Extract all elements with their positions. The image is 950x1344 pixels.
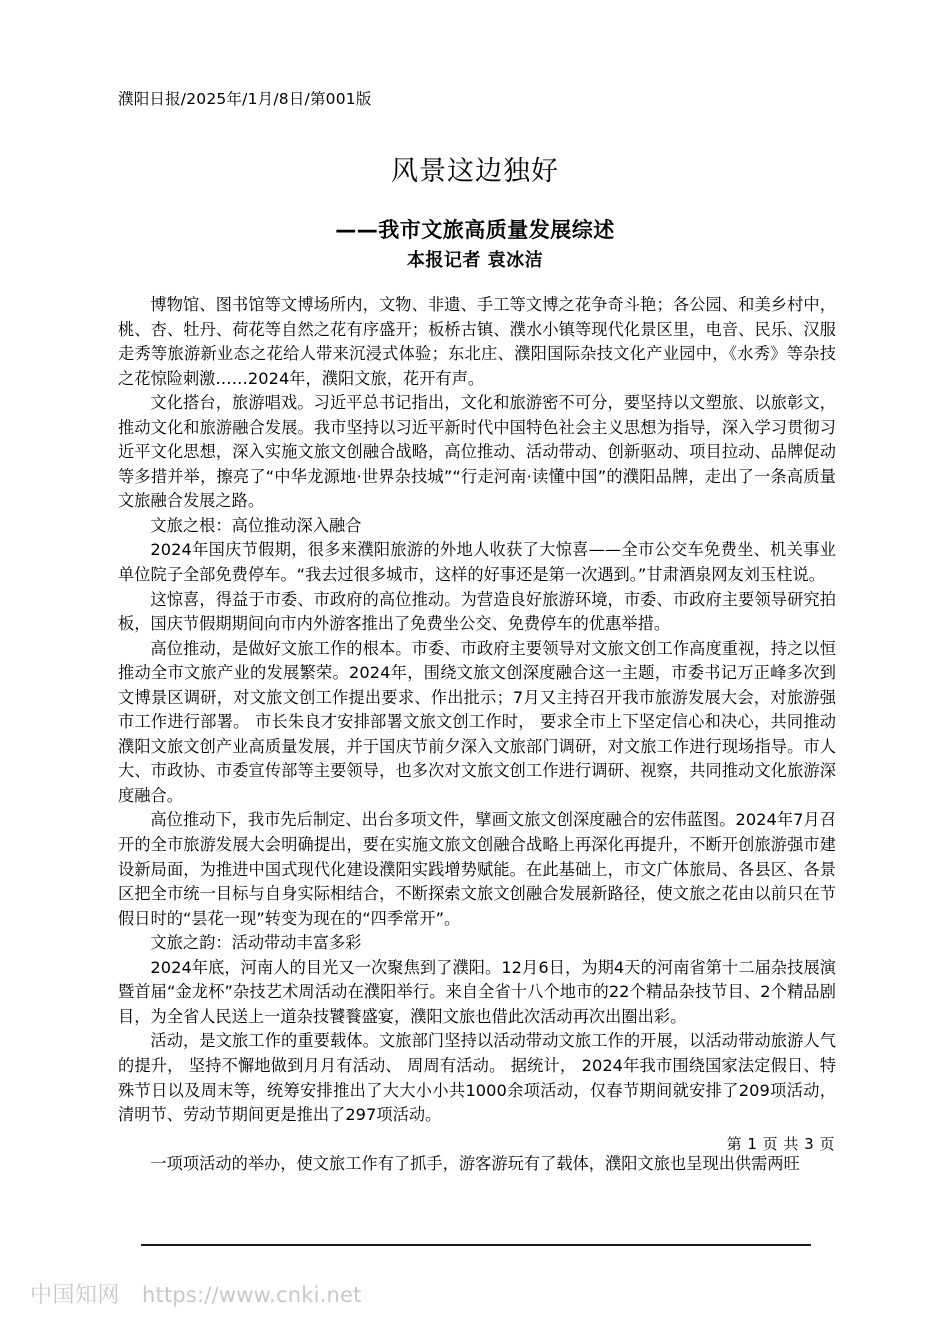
running-head: 濮阳日报/2025年/1月/8日/第001版: [118, 90, 372, 108]
article-body: [118, 293, 836, 1177]
cnki-logo-text: 中国知网: [30, 1283, 121, 1308]
article-byline: 本报记者 袁冰洁: [406, 250, 544, 271]
paragraph: 文化搭台，旅游唱戏。习近平总书记指出，文化和旅游密不可分，要坚持以文塑旅、以旅彰文，推动文化和旅游融合发展。我市坚持以习近平新时代中国特色社会主义思想为指导，深入学习贯彻习近平文化思想，深入实施文旅文创融合战略，高位推动、活动带动、创新驱动、项目拉动、品牌促动等多措并举，擦亮了“中华龙源地·世界杂技城”“行走河南·读懂中国”的濮阳品牌，走出了一条高质量文旅融合发展之路。: [118, 393, 836, 511]
paragraph: 博物馆、图书馆等文博场所内，文物、非遗、手工等文博之花争奇斗艳；各公园、和美乡村中，桃、杏、牡丹、荷花等自然之花有序盛开；板桥古镇、濮水小镇等现代化景区里，电音、民乐、汉服走秀等旅游新业态之花给人带来沉浸式体验；东北庄、濮阳国际杂技文化产业园中，《水秀》等杂技之花惊险刺激……2024年，濮阳文旅，花开有声。: [118, 295, 836, 388]
cnki-watermark: [30, 1281, 362, 1310]
paragraph: 2024年国庆节假期，很多来濮阳旅游的外地人收获了大惊喜——全市公交车免费坐、机关事业单位院子全部免费停车。“我去过很多城市，这样的好事还是第一次遇到。”甘肃酒泉网友刘玉柱说。: [118, 540, 836, 585]
paragraph: 2024年底，河南人的目光又一次聚焦到了濮阳。12月6日，为期4天的河南省第十二届杂技展演暨首届“金龙杯”杂技艺术周活动在濮阳举行。来自全省十八个地市的22个精品杂技节目、2个精品剧目，为全省人民送上一道杂技饕餮盛宴，濮阳文旅也借此次活动再次出圈出彩。: [118, 957, 836, 1026]
paragraph: 高位推动，是做好文旅工作的根本。市委、市政府主要领导对文旅文创工作高度重视，持之以恒推动全市文旅产业的发展繁荣。2024年，围绕文旅文创深度融合这一主题，市委书记万正峰多次到文博景区调研，对文旅文创工作提出要求、作出批示；7月又主持召开我市旅游发展大会，对旅游强市工作进行部署。 市长朱良才安排部署文旅文创工作时， 要求全市上下坚定信心和决心，共同推动濮阳文旅文创产业高质量发展，并于国庆节前夕深入文旅部门调研，对文旅工作进行现场指导。市人大、市政协、市委宣传部等主要领导，也多次对文旅文创工作进行调研、视察，共同推动文化旅游深度融合。: [118, 638, 836, 805]
cnki-url-text: https://www.cnki.net: [142, 1283, 362, 1307]
watermark-divider: [141, 1244, 811, 1246]
section-heading: 文旅之根：高位推动深入融合: [150, 515, 362, 535]
paragraph: 活动，是文旅工作的重要载体。文旅部门坚持以活动带动文旅工作的开展，以活动带动旅游人气的提升， 坚持不懈地做到月月有活动、 周周有活动。 据统计， 2024年我市围绕国家法定假日、特殊节日以及周末等，统筹安排推出了大大小小共1000余项活动，仅春节期间就安排了209项活动，清明节、劳动节期间更是推出了297项活动。: [118, 1031, 836, 1125]
article-subtitle: ——我市文旅高质量发展综述: [335, 218, 615, 243]
paragraph: 高位推动下，我市先后制定、出台多项文件，擘画文旅文创深度融合的宏伟蓝图。2024年7月召开的全市旅游发展大会明确提出，要在实施文旅文创融合战略上再深化再提升，不断开创旅游强市建设新局面，为推进中国式现代化建设濮阳实践增势赋能。在此基础上，市文广体旅局、各县区、各景区把全市统一目标与自身实际相结合，不断探索文旅文创融合发展新路径，使文旅之花由以前只在节假日时的“昙花一现”转变为现在的“四季常开”。: [118, 810, 836, 928]
section-heading: 文旅之韵：活动带动丰富多彩: [150, 933, 362, 953]
page-title: 风景这边独好: [391, 156, 559, 188]
paragraph: 一项项活动的举办，使文旅工作有了抓手，游客游玩有了载体，濮阳文旅也呈现出供需两旺: [150, 1154, 800, 1174]
page-number-footer: 第 1 页 共 3 页: [726, 1135, 835, 1153]
paragraph: 这惊喜，得益于市委、市政府的高位推动。为营造良好旅游环境，市委、市政府主要领导研究拍板，国庆节假期期间向市内外游客推出了免费坐公交、免费停车的优惠举措。: [118, 589, 836, 634]
